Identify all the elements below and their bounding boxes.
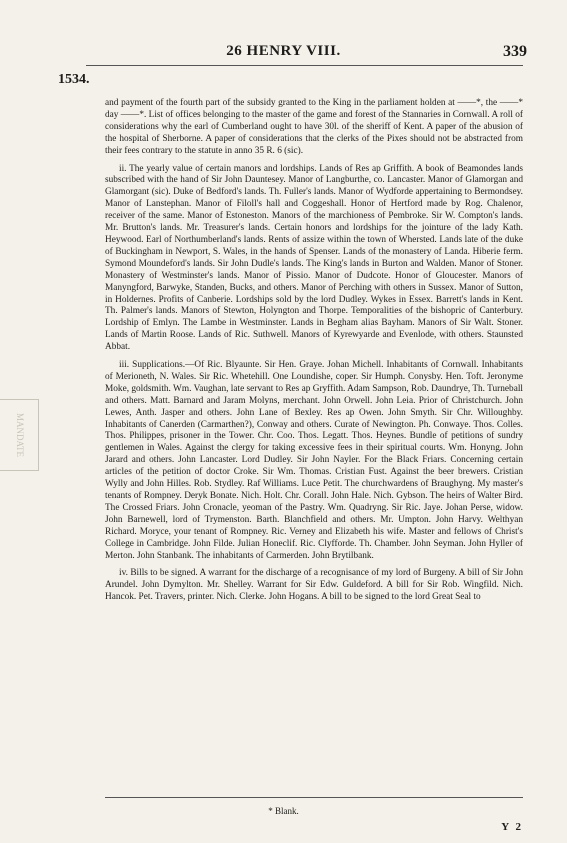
body-text: [105, 98, 523, 610]
library-stamp: MANDATE: [0, 399, 39, 471]
paragraph-iii: iii. Supplications.—Of Ric. Blyaunte. Sir Hen. Graye. Johan Michell. Inhabitants of Cornwall. Inhabitants of Merioneth, N. Wales. Sir Ric. Whetehill. One Loundishe, coper. Sir Humph. Conysby. Hen. Toft. Jeronyme Moke, goldsmith. Wm. Vaughan, late servant to Res ap Gryffith. Adam Sampson, Rob. Daundrye, Th. Turneball and others. Matt. Barnard and Jaram Molyns, merchant. John Orwell. John Leia. Prior of Christchurch. John Lewes, Anth. Jasper and others. John Lane of Bexley. Res ap Owen. John Smyth. Sir Chr. Willoughby. Inhabitants of Canerden (Carmarthen?), Conway and others. Curate of Newington. Ph. Conwaye. Thos. Colles. Thos. Philippes, prisoner in the Tower. Chr. Coo. Thos. Legatt. Thos. Heynes. Bundle of petitions of sundry gentlemen in Wales. Against the clergy for taking excessive fees in their spiritual courts. Wm. Honyng. John Jarard and others. John Lancaster. Lord Dudley. Sir John Nayler. For the Black Friars. Concerning certain articles of the petition of doctor Croke. Sir Wm. Thomas. Cristian Fust. Against the beer brewers. Cristian Wylly and John Hilles. Rob. Stydley. Raf Williams. Luce Petit. The churchwardens of Braughyng. My master's tenants of Rompney. Deryk Bonate. Nich. Holt. Chr. Corall. John Hale. Nich. Gybson. The heirs of Walter Bird. The Crossed Friars. John Cronacle, yeoman of the Pastry. Wm. Quadryng. Sir Ric. Jaye. Johan Perse, widow. John Barnewell, lord of Trymenston. Barth. Blanchfield and others. Mr. Umpton. John Harvy. Welthyan Richard. Moryce, your tenant of Rompney. Ric. Verney and Elizabeth his wife. Master and fellows of Christ's College in Cambridge. John Filde. Julian Honeclif. Ric. Clyfforde. Th. Chamber. John Seyman. John Hyller of Merton. John Stanbank. The inhabitants of Carmerden. John Brytilbank.: [105, 360, 523, 561]
paragraph-continuation: and payment of the fourth part of the subsidy granted to the King in the parliament holden at ——*, the ——* day ——*. List of offices belonging to the master of the game and forest of the Stannaries in Cornwall. A roll of considerations why the earl of Cumberland ought to have 30l. of the sheriff of Kent. A paper of the abusion of the hospital of Sherborne. A paper of considerations that the clerks of the Pixes should not be abstracted from their fees contrary to the statute in anno 35 R. 6 (sic).: [105, 98, 523, 156]
page-number: 339: [503, 43, 527, 60]
header-rule: [86, 65, 523, 66]
signature-mark: Y 2: [501, 821, 523, 833]
paragraph-ii: ii. The yearly value of certain manors and lordships. Lands of Res ap Griffith. A book of Beamondes lands subscribed with the hand of Sir John Dauntesey. Manor of Langburthe, co. Lancaster. Manor of Glamorgan and Glamorgant (sic). Duke of Bedford's lands. Th. Fuller's lands. Manor of Wydforde appertaining to Bermondsey. Manor of Lanstephan. Manor of Filoll's hall and Coggeshall. Honor of Hertford made by Rog. Chalenor, receiver of the same. Manor of Estoneston. Manors of the marchioness of Pembroke. Sir W. Compton's lands. Mr. Brutton's lands. Mr. Treasurer's lands. Certain honors and lordships for the jointure of the lady Kath. Heywood. Earl of Northumberland's lands. Rents of assize within the town of Whersted. Lands late of the duke of Buckingham in Newport, S. Wales, in the hands of Spenser. Lands of the monastery of Landa. Hiberie ferm. Symond Moundeford's lands. Sir John Dudle's lands. The King's lands in Burton and Walden. Manor of Stoner. Monastery of Westminster's lands. Manor of Pissio. Manor of Dudcote. Honor of Gloucester. Manors of Manyngford, Barwyke, Standen, Bucks, and others. Manor of Perching with others in Sussex. Manor of Sutton, in Holdernes. Profits of Canberie. Lordships sold by the lord Dudley. Wykes in Essex. Barrett's lands in Kent. Th. Palmer's lands. Manors of Stewton, Holyngton and Thorpe. Temporalities of the bishopric of Canterbury. Lordship of Emlyn. The Lambe in Westminster. Lands in Begham alias Bayham. Manors of Sir Walt. Stoner. Lands of Martin Roose. Lands of Ric. Suthwell. Manors of Kyrewyarde and Evenlode, with others. Staunsted Abbat.: [105, 163, 523, 353]
running-title: 26 HENRY VIII.: [226, 43, 341, 59]
footnote-rule: [105, 797, 523, 798]
footnote: * Blank.: [268, 806, 299, 816]
year-marginal: 1534.: [58, 72, 90, 87]
paragraph-iv: iv. Bills to be signed. A warrant for the discharge of a recognisance of my lord of Burgeny. A bill of Sir John Arundel. John Dymylton. Mr. Shelley. Warrant for Sir Edw. Guldeford. A bill for Sir Rob. Wingfild. Nich. Hancok. Pet. Travers, printer. Nich. Clerke. John Hogans. A bill to be signed to the lord Great Seal to: [105, 568, 523, 603]
